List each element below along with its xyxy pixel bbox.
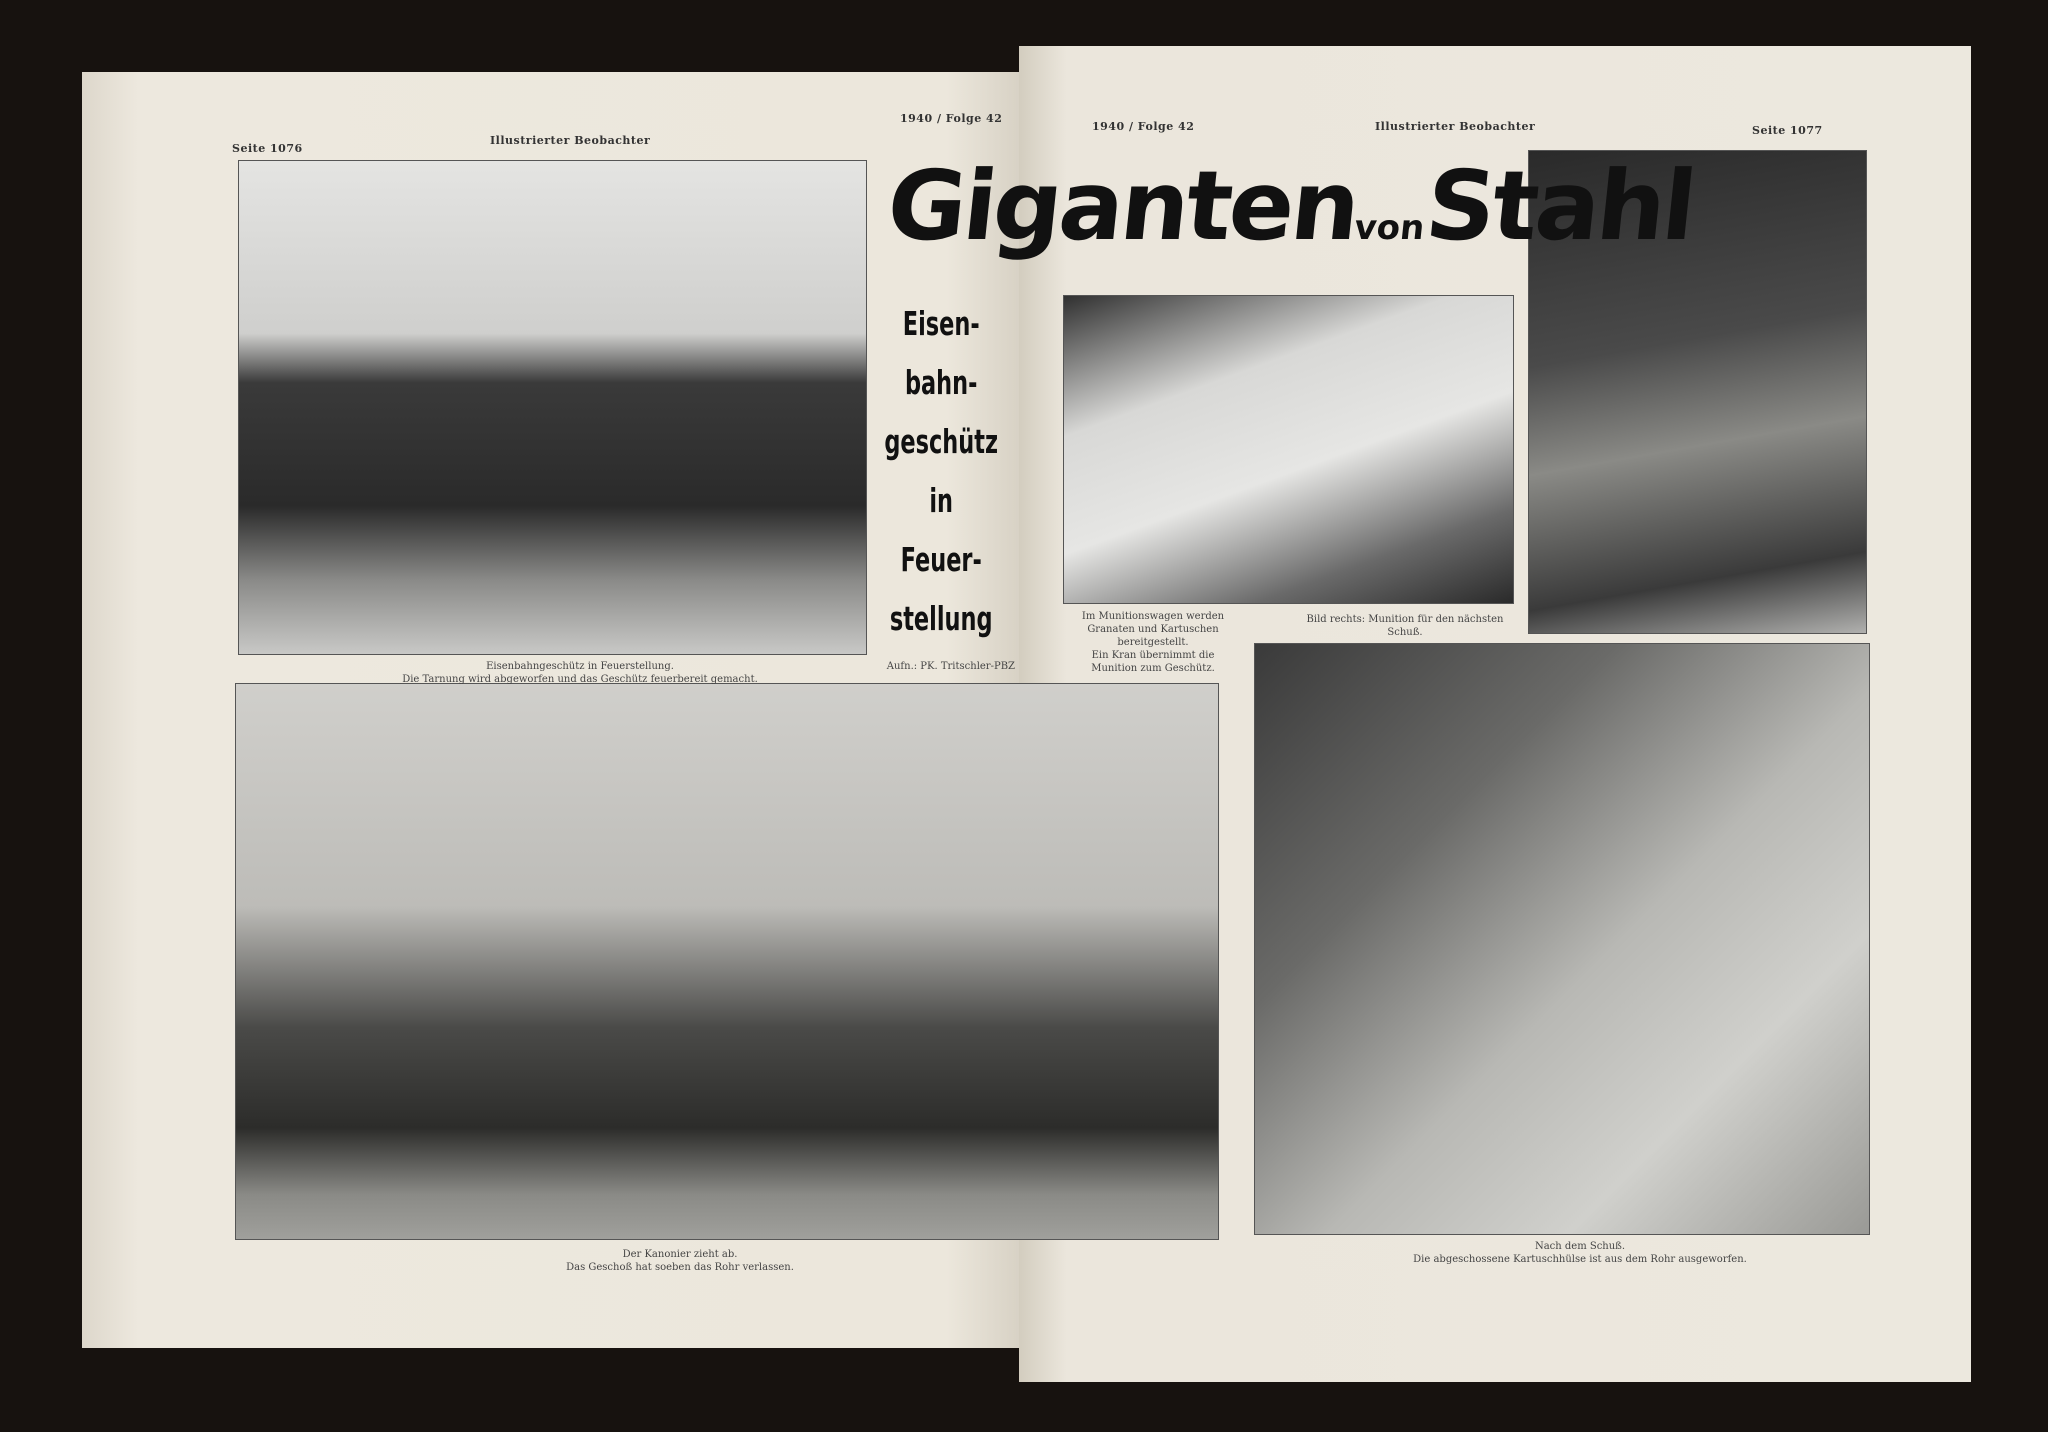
page-number-right: Seite 1077 bbox=[1752, 124, 1823, 137]
page-number-left: Seite 1076 bbox=[232, 142, 303, 155]
photo-credit: Aufn.: PK. Tritschler-PBZ bbox=[886, 661, 1015, 672]
headline: GigantenvonStahl bbox=[882, 150, 1699, 262]
subtitle: Eisen- bahn- geschütz in Feuer- stellung bbox=[884, 304, 999, 638]
caption-photo5: Nach dem Schuß. Die abgeschossene Kartuschhülse ist aus dem Rohr ausgeworfen. bbox=[1413, 1241, 1747, 1265]
caption-photo4: Der Kanonier zieht ab. Das Geschoß hat soeben das Rohr verlassen. bbox=[566, 1249, 794, 1273]
magazine-name-right: Illustrierter Beobachter bbox=[1375, 120, 1536, 133]
photo-ammunition-crane bbox=[1063, 295, 1514, 604]
caption-photo2: Im Munitionswagen werden Granaten und Kartuschen bereitgestellt. Ein Kran übernimmt die Munition zum Geschütz. bbox=[1081, 611, 1225, 674]
photo-after-shot bbox=[1254, 643, 1870, 1235]
photo-gun-firing bbox=[235, 683, 1219, 1240]
caption-photo3: Bild rechts: Munition für den nächsten Schuß. bbox=[1306, 614, 1504, 638]
photo-railway-gun-crew bbox=[238, 160, 867, 655]
magazine-name-left: Illustrierter Beobachter bbox=[490, 134, 651, 147]
issue-left: 1940 / Folge 42 bbox=[900, 112, 1003, 125]
caption-photo1: Eisenbahngeschütz in Feuerstellung. Die Tarnung wird abgeworfen und das Geschütz feuerbereit gemacht. bbox=[402, 661, 758, 685]
issue-right: 1940 / Folge 42 bbox=[1092, 120, 1195, 133]
